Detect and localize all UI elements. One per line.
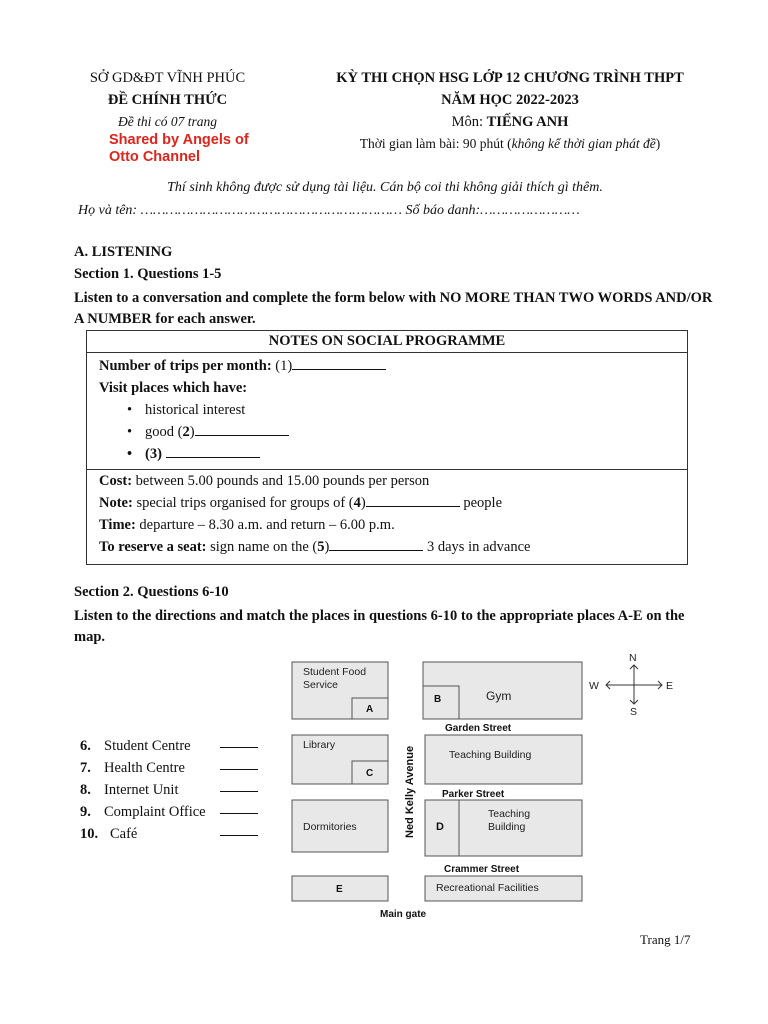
- compass-w: W: [589, 680, 599, 692]
- parker-street-label: Parker Street: [442, 789, 505, 800]
- b2-post: ): [189, 424, 195, 440]
- note-num: 4: [353, 495, 361, 511]
- shared-by-line1: Shared by Angels of: [109, 132, 249, 148]
- b3-num: (3): [145, 446, 162, 462]
- school-year: NĂM HỌC 2022-2023: [441, 92, 579, 108]
- crammer-street-label: Crammer Street: [444, 864, 520, 875]
- reserve-tail: 3 days in advance: [423, 539, 531, 555]
- gym-label: Gym: [486, 689, 512, 703]
- section2-title: Section 2. Questions 6-10: [74, 584, 229, 600]
- time-label: Time:: [99, 517, 136, 533]
- time-suffix: ): [655, 136, 661, 151]
- ned-kelly-label: Ned Kelly Avenue: [404, 745, 416, 838]
- teaching-2-label-a: Teaching: [488, 808, 531, 820]
- compass-e: E: [666, 680, 674, 692]
- teaching-2-label-b: Building: [488, 821, 526, 833]
- shared-by-line2: Otto Channel: [109, 149, 201, 165]
- subject: TIẾNG ANH: [486, 114, 569, 130]
- student-food-label-1: Student Food: [303, 666, 367, 678]
- section1-title: Section 1. Questions 1-5: [74, 266, 222, 282]
- bullet-historical: • historical interest: [99, 399, 687, 421]
- reserve-label: To reserve a seat:: [99, 539, 207, 555]
- reserve-post: ): [324, 539, 330, 555]
- question-6: 6. Student Centre: [80, 735, 270, 757]
- question-7: 7. Health Centre: [80, 757, 270, 779]
- main-gate-label: Main gate: [380, 909, 427, 920]
- department: SỞ GD&ĐT VĨNH PHÚC: [89, 70, 246, 86]
- reserve-num: 5: [317, 539, 325, 555]
- section2-instruction: Listen to the directions and match the places in questions 6-10 to the appropriate places A-E on the map.: [74, 608, 685, 645]
- compass-s: S: [630, 706, 638, 718]
- instructions: Thí sinh không được sử dụng tài liệu. Cán bộ coi thi không giải thích gì thêm.: [167, 180, 603, 195]
- trips-num: (1): [275, 358, 293, 374]
- note-text: special trips organised for groups of (: [132, 495, 354, 511]
- exam-title: KỲ THI CHỌN HSG LỚP 12 CHƯƠNG TRÌNH THPT: [336, 70, 684, 86]
- teaching-building-1-label: Teaching Building: [449, 749, 532, 761]
- garden-street-label: Garden Street: [445, 723, 512, 734]
- question-8: 8. Internet Unit: [80, 779, 270, 801]
- box-b-label: B: [434, 694, 442, 705]
- question-10: 10. Café: [80, 823, 270, 845]
- recreational-label: Recreational Facilities: [436, 882, 539, 894]
- b2-pre: good (: [145, 424, 183, 440]
- box-e-label: E: [336, 884, 343, 895]
- box-a-label: A: [366, 704, 374, 715]
- section1-instruction: Listen to a conversation and complete the form below with NO MORE THAN TWO WORDS AND/OR A NUMBER for each answer.: [74, 290, 713, 327]
- page-count: Đề thi có 07 trang: [118, 114, 217, 129]
- b2-num: 2: [182, 424, 190, 440]
- page-number: Trang 1/7: [640, 932, 691, 947]
- time-prefix: Thời gian làm bài: 90 phút (: [359, 136, 512, 151]
- note-label: Note:: [99, 495, 133, 511]
- cost-text: between 5.00 pounds and 15.00 pounds per person: [132, 473, 430, 489]
- note-tail: people: [459, 495, 503, 511]
- dormitories-label: Dormitories: [303, 821, 357, 833]
- question-9: 9. Complaint Office: [80, 801, 270, 823]
- compass-icon: [606, 665, 662, 704]
- cost-label: Cost:: [99, 473, 133, 489]
- trips-label: Number of trips per month:: [99, 358, 276, 374]
- section-a-title: A. LISTENING: [74, 244, 173, 260]
- box-d-label: D: [436, 821, 444, 833]
- reserve-text: sign name on the (: [206, 539, 318, 555]
- library-label: Library: [303, 739, 336, 751]
- box-c-label: C: [366, 768, 374, 779]
- time-italic: không kể thời gian phát đề: [511, 136, 656, 151]
- notes-title: NOTES ON SOCIAL PROGRAMME: [87, 331, 688, 353]
- student-food-label-2: Service: [303, 679, 339, 691]
- compass-n: N: [629, 652, 637, 664]
- candidate-line: Họ và tên: ……………………………………………………… Số báo danh:……………………: [78, 203, 580, 218]
- official-label: ĐỀ CHÍNH THỨC: [107, 92, 228, 108]
- note-post: ): [360, 495, 366, 511]
- subject-label: Môn:: [451, 114, 487, 130]
- time-text: departure – 8.30 a.m. and return – 6.00 p.m.: [135, 517, 395, 533]
- visit-label: Visit places which have:: [99, 380, 248, 396]
